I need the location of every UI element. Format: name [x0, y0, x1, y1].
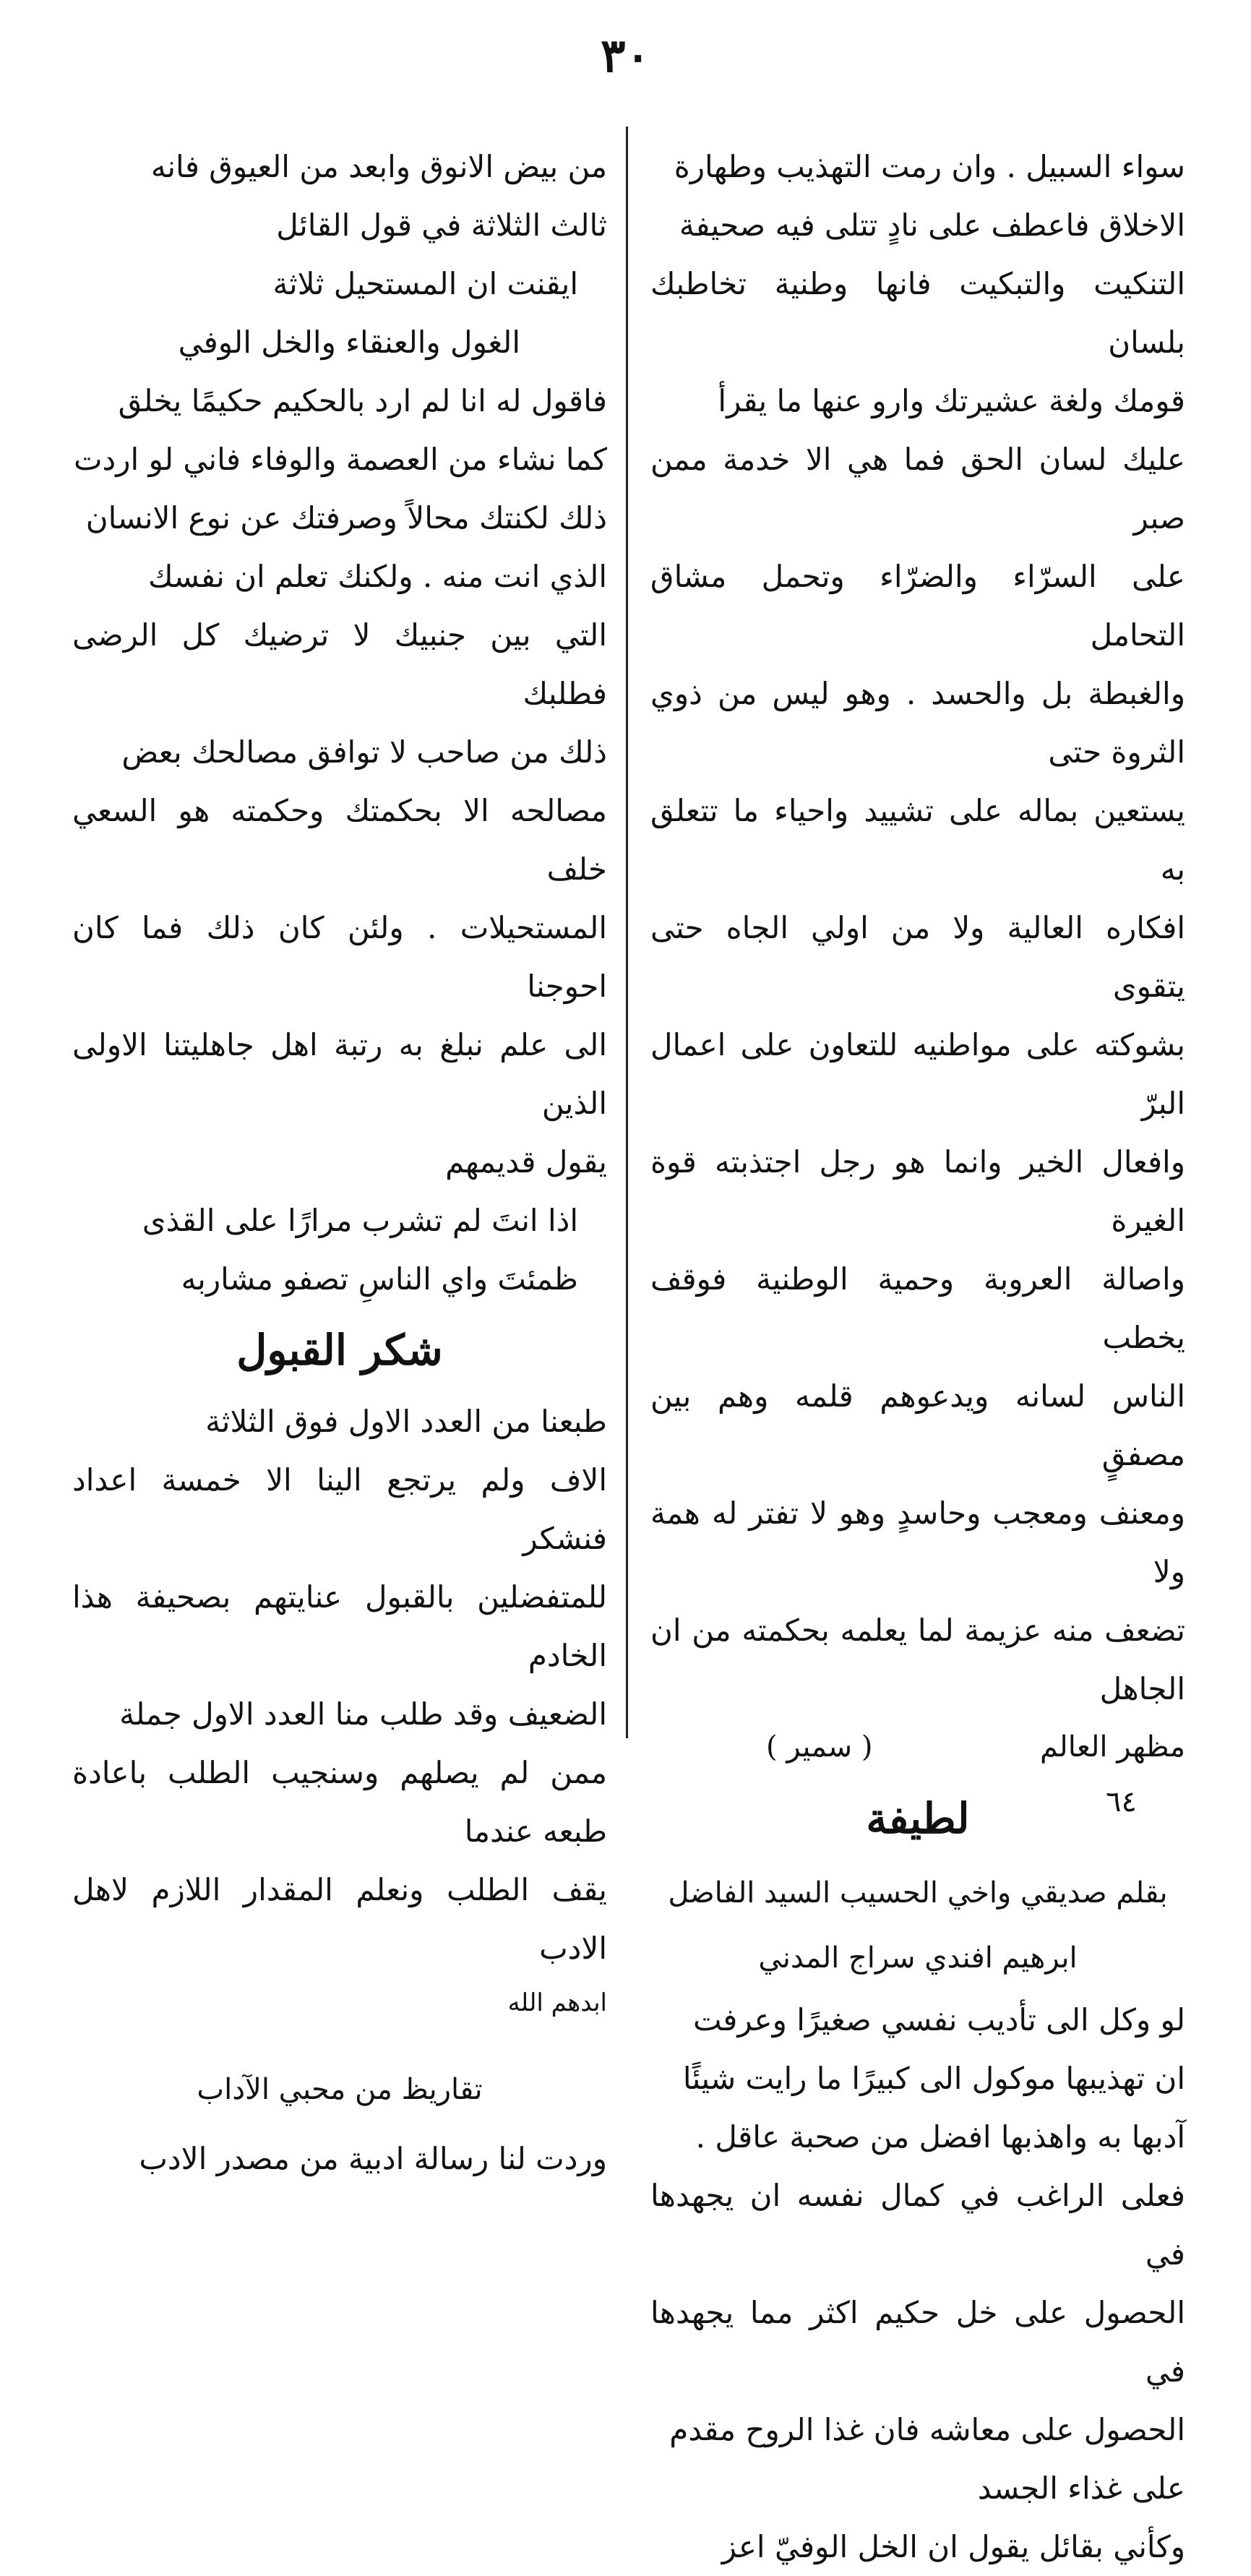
text-line: الى علم نبلغ به رتبة اهل جاهليتنا الاولى الذين [72, 1027, 607, 1121]
text-line: طبعنا من العدد الاول فوق الثلاثة [205, 1404, 607, 1439]
text-line: المستحيلات . ولئن كان ذلك فما كان احوجنا [72, 910, 607, 1004]
text-line: ثالث الثلاثة في قول القائل [276, 207, 607, 243]
text-line: على غذاء الجسد [977, 2470, 1185, 2506]
left-para-2 [72, 372, 607, 1191]
text-line: وافعال الخير وانما هو رجل اجتذبته قوة الغيرة [650, 1144, 1185, 1238]
text-line: فعلى الراغب في كمال نفسه ان يجهدها في [650, 2178, 1185, 2272]
text-line: ممن لم يصلهم وسنجيب الطلب باعادة طبعه عندما [72, 1755, 607, 1849]
closing-blessing: ابدهم الله [507, 1988, 607, 2017]
column-divider [626, 126, 628, 1738]
text-line: والغبطة بل والحسد . وهو ليس من ذوي الثروة حتى [650, 676, 1185, 770]
text-line: الناس لسانه ويدعوهم قلمه وهم بين مصفقٍ [650, 1378, 1185, 1472]
text-line: الاخلاق فاعطف على نادٍ تتلى فيه صحيفة [679, 207, 1185, 243]
text-line: الذي انت منه . ولكنك تعلم ان نفسك [148, 559, 607, 594]
text-line: عليك لسان الحق فما هي الا خدمة ممن صبر [650, 442, 1185, 536]
text-line: الحصول على خل حكيم اكثر مما يجهدها في [650, 2295, 1185, 2389]
text-line: للمتفضلين بالقبول عنايتهم بصحيفة هذا الخادم [72, 1579, 607, 1673]
text-line: ومعنف ومعجب وحاسدٍ وهو لا تفتر له همة ولا [650, 1495, 1185, 1589]
left-column [72, 137, 607, 2188]
text-line: من بيض الانوق وابعد من العيوق فانه [150, 149, 607, 184]
verse-line: الغول والعنقاء والخل الوفي [178, 325, 520, 360]
text-line: التي بين جنبيك لا ترضيك كل الرضى فطلبك [72, 617, 607, 711]
text-line: التنكيت والتبكيت فانها وطنية تخاطبك بلسان [650, 266, 1185, 360]
text-line: قومك ولغة عشيرتك وارو عنها ما يقرأ [718, 383, 1185, 418]
signature-row [650, 1718, 1185, 1777]
text-line: افكاره العالية ولا من اولي الجاه حتى يتقوى [650, 910, 1185, 1004]
right-column [650, 137, 1185, 2576]
verse-line: ظمئتَ واي الناسِ تصفو مشاربه [181, 1261, 578, 1297]
text-line: ذلك لكنتك محالاً وصرفتك عن نوع الانسان [85, 500, 607, 536]
verse-line: ايقنت ان المستحيل ثلاثة [272, 266, 578, 301]
text-line: الاف ولم يرتجع الينا الا خمسة اعداد فنشكر [72, 1462, 607, 1556]
text-line: فاقول له انا لم ارد بالحكيم حكيمًا يخلق [118, 383, 607, 418]
byline-line-2: ابرهيم افندي سراج المدني [758, 1941, 1078, 1975]
text-line: الحصول على معاشه فان غذا الروح مقدم [669, 2412, 1185, 2447]
text-line: يقف الطلب ونعلم المقدار اللازم لاهل الادب [72, 1872, 607, 1966]
text-line: يقول قديمهم [445, 1144, 607, 1180]
text-line: الضعيف وقد طلب منا العدد الاول جملة [119, 1696, 607, 1732]
text-line: وردت لنا رسالة ادبية من مصدر الادب [139, 2141, 607, 2176]
text-line: ذلك من صاحب لا توافق مصالحك بعض [121, 734, 607, 770]
text-line: ان تهذيبها موكول الى كبيرًا ما رايت شيئًا [682, 2061, 1185, 2096]
left-para-3 [72, 1392, 607, 1978]
text-line: يستعين بماله على تشييد واحياء ما تتعلق به [650, 793, 1185, 887]
text-line: سواء السبيل . وان رمت التهذيب وطهارة [674, 149, 1185, 184]
text-line: وكأني بقائل يقول ان الخل الوفيّ اعز [721, 2529, 1185, 2564]
section-heading-thanks: شكر القبول [236, 1326, 443, 1375]
page-number-top: ٣٠ [601, 29, 650, 83]
text-line: لو وكل الى تأديب نفسي صغيرًا وعرفت [693, 2002, 1185, 2038]
text-line: آدبها به واهذبها افضل من صحبة عاقل . [695, 2119, 1185, 2155]
page-number-bottom: ٦٤ [1106, 1785, 1137, 1819]
right-para-1 [650, 137, 1185, 1777]
byline-line-1: بقلم صديقي واخي الحسيب السيد الفاضل [668, 1876, 1168, 1910]
right-para-2 [650, 1991, 1185, 2576]
text-line: على السرّاء والضرّاء وتحمل مشاق التحامل [650, 559, 1185, 653]
author-signature: ( سمير ) [766, 1730, 873, 1764]
section-heading-latifa: لطيفة [866, 1794, 970, 1843]
section-subheading-reviews: تقاريظ من محبي الآداب [197, 2073, 483, 2106]
verse-line: اذا انتَ لم تشرب مرارًا على القذى [142, 1203, 578, 1238]
text-line: واصالة العروبة وحمية الوطنية فوقف يخطب [650, 1261, 1185, 1355]
text-line: كما نشاء من العصمة والوفاء فاني لو اردت [74, 442, 607, 477]
text-line: تضعف منه عزيمة لما يعلمه بحكمته من ان الجاهل [650, 1613, 1185, 1706]
text-line: مصالحه الا بحكمتك وحكمته هو السعي خلف [72, 793, 607, 887]
text-line: مظهر العالم [1039, 1730, 1185, 1764]
text-line: بشوكته على مواطنيه للتعاون على اعمال البرّ [650, 1027, 1185, 1121]
